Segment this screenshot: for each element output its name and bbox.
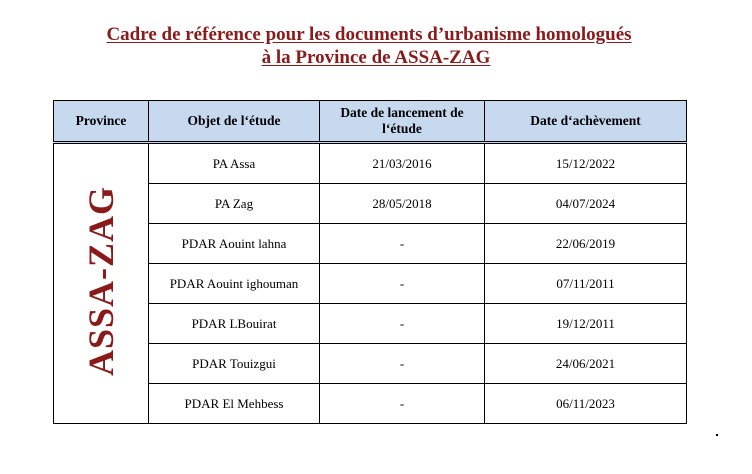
- cell-lancement: -: [320, 304, 485, 344]
- cell-objet: PDAR Aouint lahna: [149, 224, 320, 264]
- cell-achevement: 24/06/2021: [485, 344, 687, 384]
- document-title-line-2: à la Province de ASSA-ZAG: [261, 47, 491, 68]
- cell-objet: PDAR El Mehbess: [149, 384, 320, 424]
- cell-lancement: -: [320, 264, 485, 304]
- header-objet: Objet de l‘étude: [149, 101, 320, 143]
- cell-objet: PDAR Touizgui: [149, 344, 320, 384]
- cell-objet: PDAR LBouirat: [149, 304, 320, 344]
- cell-achevement: 15/12/2022: [485, 143, 687, 184]
- cell-achevement: 06/11/2023: [485, 384, 687, 424]
- cell-lancement: -: [320, 384, 485, 424]
- cell-lancement: -: [320, 224, 485, 264]
- province-cell: [54, 143, 149, 424]
- stray-dot: [716, 434, 718, 436]
- cell-objet: PA Assa: [149, 143, 320, 184]
- cell-objet: PA Zag: [149, 184, 320, 224]
- cell-objet: PDAR Aouint ighouman: [149, 264, 320, 304]
- cell-lancement: -: [320, 344, 485, 384]
- urbanism-documents-table: [53, 100, 687, 424]
- cell-achevement: 19/12/2011: [485, 304, 687, 344]
- table-row: [54, 143, 687, 184]
- document-title-line-1: Cadre de référence pour les documents d’urbanisme homologués: [106, 24, 632, 45]
- cell-lancement: 28/05/2018: [320, 184, 485, 224]
- header-achevement: Date d‘achèvement: [485, 101, 687, 143]
- cell-lancement: 21/03/2016: [320, 143, 485, 184]
- cell-achevement: 04/07/2024: [485, 184, 687, 224]
- header-lancement: Date de lancement de l‘étude: [320, 101, 485, 143]
- cell-achevement: 22/06/2019: [485, 224, 687, 264]
- province-name: ASSA-ZAG: [81, 186, 121, 377]
- cell-achevement: 07/11/2011: [485, 264, 687, 304]
- header-province: Province: [54, 101, 149, 143]
- table-header-row: [54, 101, 687, 143]
